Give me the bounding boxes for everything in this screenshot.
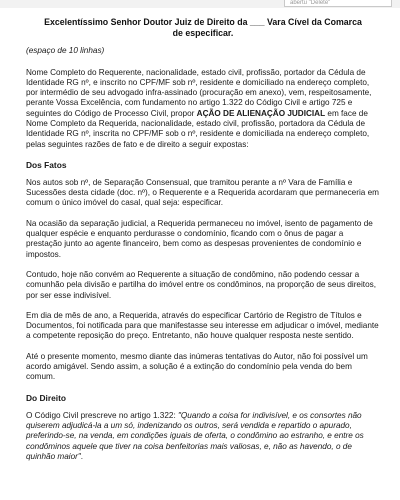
- fatos-paragraph-4: Em dia de mês de ano, a Requerida, através do especificar Cartório de Registro de Títulos e Documentos, foi notificada para que manifestasse seu interesse em adjudicar o imóvel, mediante a competente reposição do preço. Entretanto, não houve qualquer resposta neste sentido.: [26, 310, 379, 341]
- intro-paragraph: [26, 68, 380, 150]
- fatos-paragraph-5: Até o presente momento, mesmo diante das inúmeras tentativas do Autor, não foi possível um acordo amigável. Sendo assim, a solução é a extinção do condomínio pela venda do bem comum.: [26, 351, 368, 382]
- court-heading-line2: de especificar.: [172, 27, 234, 38]
- court-heading: [26, 17, 380, 38]
- spacing-note: (espaço de 10 linhas): [26, 46, 105, 55]
- article-quote: "Quando a coisa for indivisível, e os consortes não quiserem adjudicá-la a um só, indenizando os outros, será vendida e repartido o apurado, preferindo-se, na venda, em condições iguais de oferta, o condômino ao estranho, e entre os condôminos aquele que tiver na coisa benfeitorias mais valiosas, e, não as havendo, o de quinhão maior": [26, 410, 364, 461]
- top-toolbar-strip: [0, 0, 400, 8]
- fatos-paragraph-3: Contudo, hoje não convém ao Requerente a situação de condômino, não podendo cessar a comunhão pela divisão e partilha do imóvel entre os condôminos, na proporção de seus direitos, por ser esse indivisível.: [26, 269, 376, 300]
- direito-tail: .: [80, 451, 84, 461]
- document-body: [26, 17, 380, 472]
- action-name: AÇÃO DE ALIENAÇÃO JUDICIAL: [196, 108, 326, 118]
- direito-lead: O Código Civil prescreve no artigo 1.322:: [26, 410, 179, 420]
- intro-part2: em face de Nome Completo da Requerida, nacionalidade, estado civil, profissão, portadora da Cédula de Identidade RG nº, inscrita no CPF/MF sob o nº, residente e domiciliada na endereço completo, pelas seguintes razões de fato e de direito a seguir expostas:: [26, 108, 370, 149]
- section-title-fatos: Dos Fatos: [26, 159, 67, 170]
- intro-part1: Nome Completo do Requerente, nacionalidade, estado civil, profissão, portador da Cédula de Identidade RG nº, e inscrito no CPF/MF sob nº, residente e domiciliado na endereço completo, por intermédio de seu advogado infra-assinado (procuração em anexo), vem, respeitosamente, perante Vossa Excelência, com fundamento no artigo 1.322 do Código Civil e artigo 725 e seguintes do Código de Processo Civil, propor: [26, 67, 372, 118]
- top-field[interactable]: abertu "Delete": [284, 0, 392, 7]
- direito-paragraph: [26, 411, 380, 462]
- section-title-direito: Do Direito: [26, 392, 67, 403]
- fatos-paragraph-1: Nos autos sob nº, de Separação Consensual, que tramitou perante a nº Vara de Família e Sucessões desta cidade (doc. nº), o Requerente e a Requerida acordaram que permaneceria em comum o único imóvel do casal, qual seja: especificar.: [26, 177, 379, 208]
- fatos-paragraph-2: Na ocasião da separação judicial, a Requerida permaneceu no imóvel, isento de pagamento de qualquer espécie e enquanto perdurasse o condomínio, ficando com o ônus de pagar a prestação junto ao agente financeiro, bem como as despesas provenientes de condomínio e impostos.: [26, 218, 373, 259]
- court-heading-line1: Excelentíssimo Senhor Doutor Juiz de Direito da ___ Vara Cível da Comarca: [44, 17, 362, 27]
